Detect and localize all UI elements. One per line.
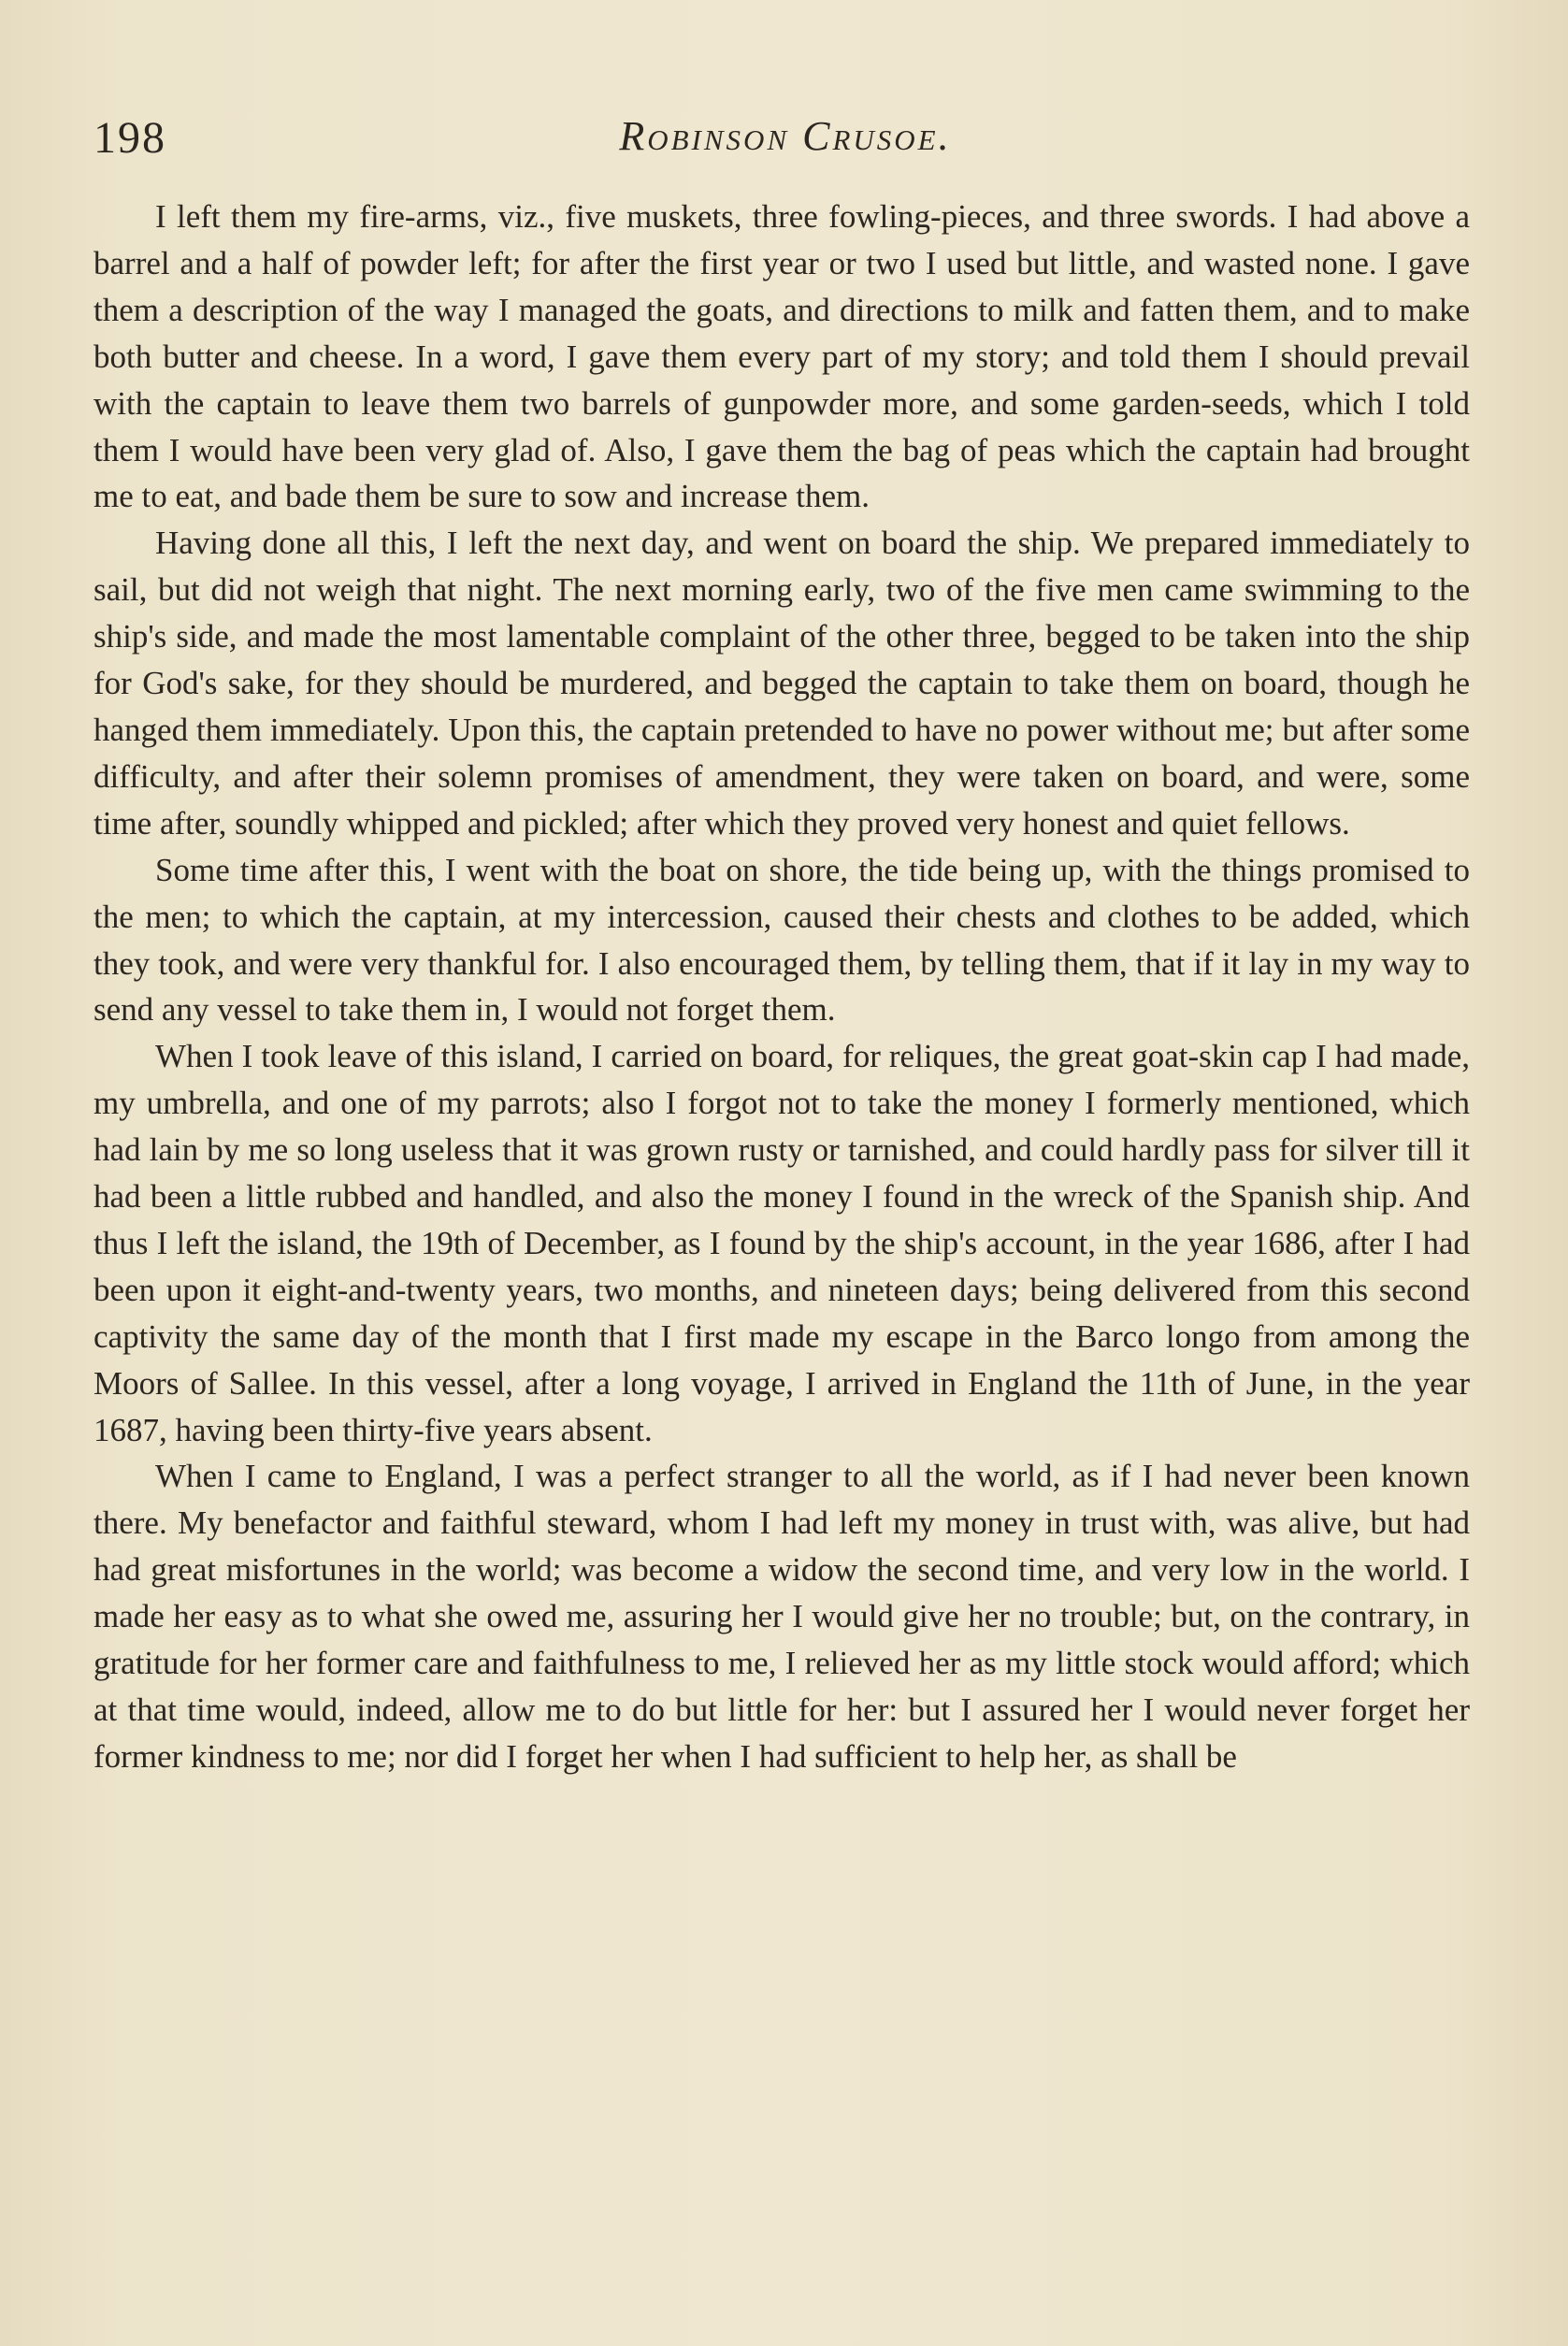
- paragraph-5: When I came to England, I was a perfect stranger to all the world, as if I had never been known there. My benefactor and faithful steward, whom I had left my money in trust with, was alive, but had had great misfortunes in the world; was become a widow the second time, and very low in the world. I made her easy as to what she owed me, assuring her I would give her no trouble; but, on the contrary, in gratitude for her former care and faithfulness to me, I relieved her as my little stock would afford; which at that time would, indeed, allow me to do but little for her: but I assured her I would never forget her former kindness to me; nor did I forget her when I had sufficient to help her, as shall be: [94, 1458, 1470, 1775]
- paragraph-2: Having done all this, I left the next day, and went on board the ship. We prepared immediately to sail, but did not weigh that night. The next morning early, two of the five men came swimming to the ship's side, and made the most lamentable complaint of the other three, begged to be taken into the ship for God's sake, for they should be murdered, and begged the captain to take them on board, though he hanged them immediately. Upon this, the captain pretended to have no power without me; but after some difficulty, and after their solemn promises of amendment, they were taken on board, and were, some time after, soundly whipped and pickled; after which they proved very honest and quiet fellows.: [94, 525, 1470, 842]
- page-header: [94, 103, 1477, 178]
- paragraph-3: Some time after this, I went with the boat on shore, the tide being up, with the things promised to the men; to which the captain, at my intercession, caused their chests and clothes to be added, which they took, and were very thankful for. I also encouraged them, by telling them, that if it lay in my way to send any vessel to take them in, I would not forget them.: [94, 851, 1470, 1029]
- page-number: 198: [94, 113, 166, 163]
- running-title: Robinson Crusoe.: [619, 113, 952, 159]
- body-text: [94, 194, 1470, 1780]
- paragraph-4: When I took leave of this island, I carried on board, for reliques, the great goat-skin cap I had made, my umbrella, and one of my parrots; also I forgot not to take the money I formerly mentioned, which had lain by me so long useless that it was grown rusty or tarnished, and could hardly pass for silver till it had been a little rubbed and handled, and also the money I found in the wreck of the Spanish ship. And thus I left the island, the 19th of December, as I found by the ship's account, in the year 1686, after I had been upon it eight-and-twenty years, two months, and nineteen days; being delivered from this second captivity the same day of the month that I first made my escape in the Barco longo from among the Moors of Sallee. In this vessel, after a long voyage, I arrived in England the 11th of June, in the year 1687, having been thirty-five years absent.: [94, 1038, 1470, 1448]
- paragraph-1: I left them my fire-arms, viz., five muskets, three fowling-pieces, and three swords. I had above a barrel and a half of powder left; for after the first year or two I used but little, and wasted none. I gave them a description of the way I managed the goats, and directions to milk and fatten them, and to make both butter and cheese. In a word, I gave them every part of my story; and told them I should prevail with the captain to leave them two barrels of gunpowder more, and some garden-seeds, which I told them I would have been very glad of. Also, I gave them the bag of peas which the captain had brought me to eat, and bade them be sure to sow and increase them.: [94, 198, 1470, 515]
